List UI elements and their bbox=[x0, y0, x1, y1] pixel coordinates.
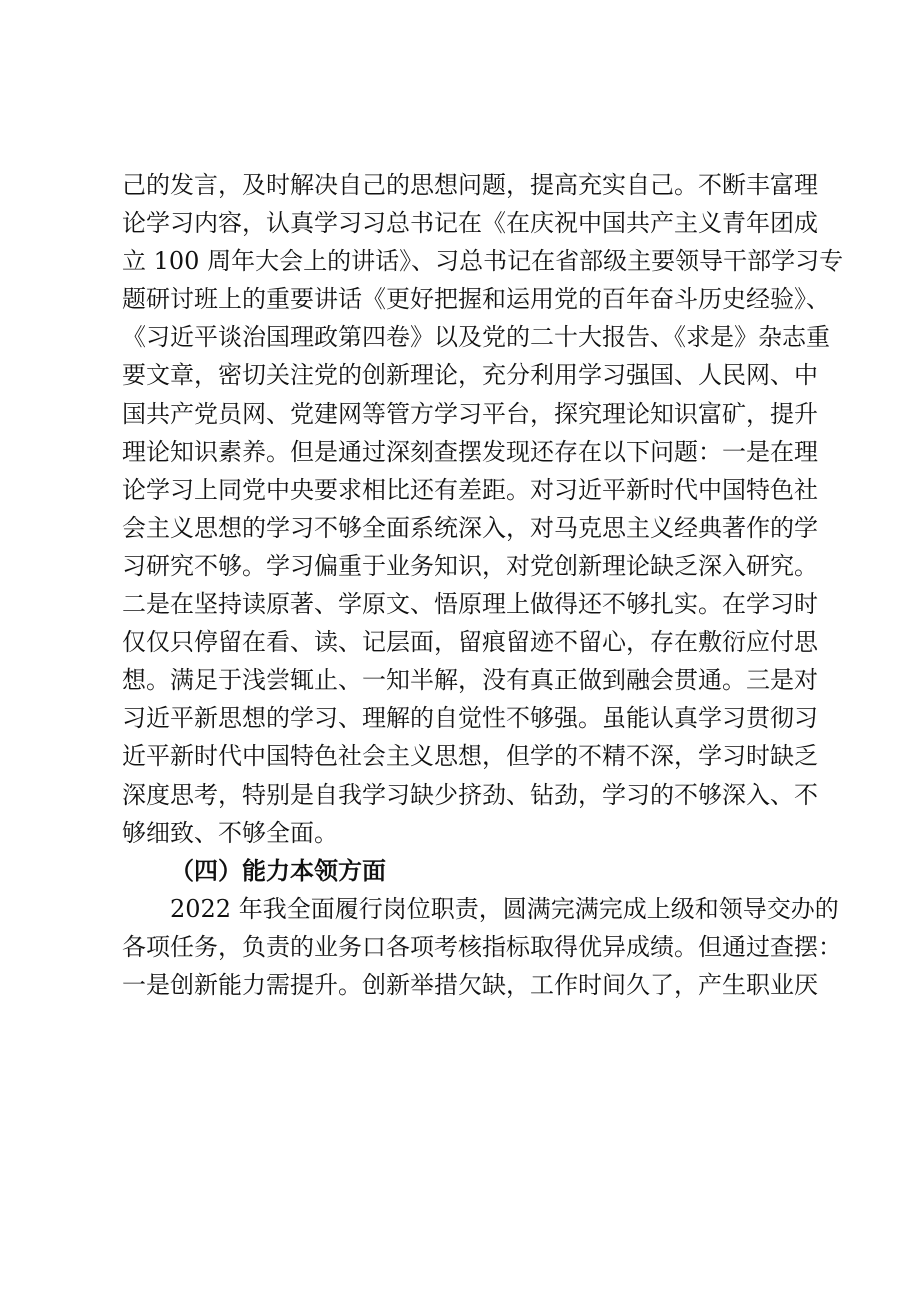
paragraph-line: 会主义思想的学习不够全面系统深入，对马克思主义经典著作的学 bbox=[122, 513, 818, 542]
paragraph-line: 够细致、不够全面。 bbox=[122, 818, 338, 847]
paragraph-line: 习近平新思想的学习、理解的自觉性不够强。虽能认真学习贯彻习 bbox=[122, 704, 818, 733]
paragraph-line: 深度思考，特别是自我学习缺少挤劲、钻劲，学习的不够深入、不 bbox=[122, 780, 818, 809]
paragraph-line: 国共产党员网、党建网等管方学习平台，探究理论知识富矿，提升 bbox=[122, 399, 818, 428]
paragraph-line: 想。满足于浅尝辄止、一知半解，没有真正做到融会贯通。三是对 bbox=[122, 666, 818, 695]
document-body bbox=[122, 166, 844, 1004]
paragraph-line: 理论知识素养。但是通过深刻查摆发现还存在以下问题：一是在理 bbox=[122, 437, 818, 466]
paragraph-line: 要文章，密切关注党的创新理论，充分利用学习强国、人民网、中 bbox=[122, 361, 818, 390]
paragraph-line: 论学习上同党中央要求相比还有差距。对习近平新时代中国特色社 bbox=[122, 475, 818, 504]
paragraph-line: 仅仅只停留在看、读、记层面，留痕留迹不留心，存在敷衍应付思 bbox=[122, 628, 818, 657]
paragraph-line: 二是在坚持读原著、学原文、悟原理上做得还不够扎实。在学习时 bbox=[122, 590, 818, 619]
paragraph-line: 立 100 周年大会上的讲话》、习总书记在省部级主要领导干部学习专 bbox=[122, 247, 844, 276]
paragraph-line: 近平新时代中国特色社会主义思想，但学的不精不深，学习时缺乏 bbox=[122, 742, 818, 771]
paragraph-line: 《习近平谈治国理政第四卷》以及党的二十大报告、《求是》杂志重 bbox=[122, 323, 830, 352]
paragraph-line: 各项任务，负责的业务口各项考核指标取得优异成绩。但通过查摆： bbox=[122, 932, 842, 961]
paragraph-line: 一是创新能力需提升。创新举措欠缺，工作时间久了，产生职业厌 bbox=[122, 970, 818, 999]
paragraph-line: 2022 年我全面履行岗位职责，圆满完满完成上级和领导交办的 bbox=[170, 894, 839, 923]
section-heading: （四）能力本领方面 bbox=[170, 855, 386, 885]
paragraph-line: 题研讨班上的重要讲话《更好把握和运用党的百年奋斗历史经验》、 bbox=[122, 285, 830, 314]
paragraph-line: 习研究不够。学习偏重于业务知识，对党创新理论缺乏深入研究。 bbox=[122, 551, 818, 580]
paragraph-line: 论学习内容，认真学习习总书记在《在庆祝中国共产主义青年团成 bbox=[122, 209, 818, 238]
paragraph-line: 己的发言，及时解决自己的思想问题，提高充实自己。不断丰富理 bbox=[122, 171, 818, 199]
